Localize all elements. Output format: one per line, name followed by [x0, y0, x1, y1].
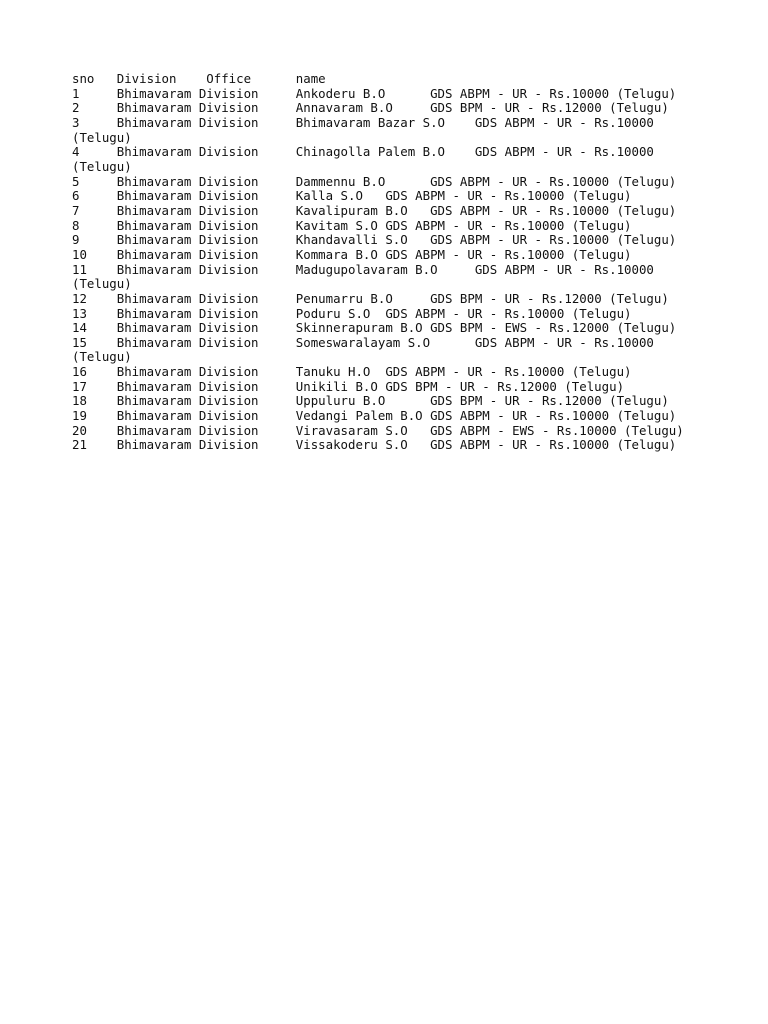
- row-office: Kommara B.O: [295, 246, 378, 262]
- row-post: GDS ABPM - UR - Rs.10000 (Telugu): [430, 173, 677, 189]
- row-office: Madugupolavaram B.O: [295, 261, 438, 277]
- table-row: [72, 424, 696, 439]
- table-row: [72, 233, 696, 248]
- row-post: GDS ABPM - UR - Rs.10000 (Telugu): [72, 114, 662, 145]
- table-row: [72, 394, 696, 409]
- row-sno: 21: [72, 437, 87, 453]
- row-sno: 13: [72, 305, 87, 321]
- row-office: Vedangi Palem B.O: [295, 408, 423, 424]
- row-division: Bhimavaram Division: [116, 217, 259, 233]
- row-post: GDS ABPM - UR - Rs.10000 (Telugu): [385, 246, 632, 262]
- row-post: GDS BPM - UR - Rs.12000 (Telugu): [385, 378, 625, 394]
- row-sno: 17: [72, 378, 87, 394]
- row-post: GDS ABPM - UR - Rs.10000 (Telugu): [385, 364, 632, 380]
- row-division: Bhimavaram Division: [116, 261, 259, 277]
- table-row: [72, 101, 696, 116]
- table-row: [72, 175, 696, 190]
- row-post: GDS BPM - UR - Rs.12000 (Telugu): [430, 393, 669, 409]
- table-row: [72, 321, 696, 336]
- row-division: Bhimavaram Division: [116, 100, 259, 116]
- row-sno: 10: [72, 246, 87, 262]
- row-sno: 16: [72, 364, 87, 380]
- row-post: GDS ABPM - UR - Rs.10000 (Telugu): [430, 85, 677, 101]
- row-sno: 5: [72, 173, 80, 189]
- table-row: [72, 380, 696, 395]
- row-sno: 15: [72, 334, 87, 350]
- row-sno: 19: [72, 408, 87, 424]
- table-row: [72, 145, 696, 174]
- table-row: [72, 116, 696, 145]
- row-office: Kavitam S.O: [295, 217, 378, 233]
- row-office: Annavaram B.O: [295, 100, 393, 116]
- table-row: [72, 87, 696, 102]
- row-sno: 6: [72, 188, 80, 204]
- row-division: Bhimavaram Division: [116, 364, 259, 380]
- table-row: [72, 263, 696, 292]
- header-sno: sno: [72, 71, 95, 86]
- row-division: Bhimavaram Division: [116, 334, 259, 350]
- row-post: GDS ABPM - UR - Rs.10000 (Telugu): [72, 261, 662, 292]
- row-division: Bhimavaram Division: [116, 85, 259, 101]
- row-sno: 3: [72, 114, 80, 130]
- row-post: GDS ABPM - UR - Rs.10000 (Telugu): [385, 188, 632, 204]
- row-sno: 1: [72, 85, 80, 101]
- row-sno: 8: [72, 217, 80, 233]
- row-division: Bhimavaram Division: [116, 290, 259, 306]
- row-office: Chinagolla Palem B.O: [295, 144, 445, 160]
- row-sno: 20: [72, 422, 87, 438]
- row-office: Kalla S.O: [295, 188, 363, 204]
- row-division: Bhimavaram Division: [116, 378, 259, 394]
- row-sno: 9: [72, 232, 80, 248]
- row-office: Tanuku H.O: [295, 364, 371, 380]
- row-sno: 2: [72, 100, 80, 116]
- row-post: GDS ABPM - UR - Rs.10000 (Telugu): [72, 144, 662, 174]
- row-office: Dammennu B.O: [295, 173, 386, 189]
- table-row: [72, 409, 696, 424]
- row-post: GDS ABPM - UR - Rs.10000 (Telugu): [430, 408, 677, 424]
- row-post: GDS ABPM - UR - Rs.10000 (Telugu): [385, 217, 632, 233]
- row-office: Unikili B.O: [295, 378, 378, 394]
- row-office: Bhimavaram Bazar S.O: [295, 114, 445, 130]
- row-post: GDS BPM - EWS - Rs.12000 (Telugu): [430, 320, 677, 336]
- row-division: Bhimavaram Division: [116, 437, 259, 453]
- row-post: GDS ABPM - UR - Rs.10000 (Telugu): [430, 232, 677, 248]
- table-row: [72, 189, 696, 204]
- row-sno: 14: [72, 320, 87, 336]
- row-division: Bhimavaram Division: [116, 188, 259, 204]
- table-row: [72, 204, 696, 219]
- row-office: Kavalipuram B.O: [295, 202, 408, 218]
- row-office: Poduru S.O: [295, 305, 371, 321]
- row-office: Khandavalli S.O: [295, 232, 408, 248]
- row-division: Bhimavaram Division: [116, 320, 259, 336]
- row-division: Bhimavaram Division: [116, 202, 259, 218]
- row-division: Bhimavaram Division: [116, 305, 259, 321]
- row-office: Someswaralayam S.O: [295, 334, 431, 350]
- row-post: GDS BPM - UR - Rs.12000 (Telugu): [430, 100, 669, 116]
- row-sno: 11: [72, 261, 87, 277]
- row-division: Bhimavaram Division: [116, 173, 259, 189]
- row-post: GDS ABPM - UR - Rs.10000 (Telugu): [430, 437, 677, 453]
- row-post: GDS ABPM - UR - Rs.10000 (Telugu): [72, 334, 662, 365]
- row-sno: 12: [72, 290, 87, 306]
- row-sno: 4: [72, 144, 80, 160]
- row-office: Viravasaram S.O: [295, 422, 408, 438]
- table-row: [72, 248, 696, 263]
- header-office: Office: [206, 71, 252, 86]
- row-division: Bhimavaram Division: [116, 393, 259, 409]
- row-division: Bhimavaram Division: [116, 232, 259, 248]
- row-sno: 18: [72, 393, 87, 409]
- table-row: [72, 365, 696, 380]
- row-office: Vissakoderu S.O: [295, 437, 408, 453]
- table-row: [72, 292, 696, 307]
- header-row: [72, 72, 696, 87]
- table-row: [72, 219, 696, 234]
- row-post: GDS ABPM - UR - Rs.10000 (Telugu): [385, 305, 632, 321]
- document-text: [72, 72, 696, 453]
- header-division: Division: [116, 71, 177, 86]
- row-division: Bhimavaram Division: [116, 422, 259, 438]
- row-office: Uppuluru B.O: [295, 393, 386, 409]
- row-office: Skinnerapuram B.O: [295, 320, 423, 336]
- row-division: Bhimavaram Division: [116, 144, 259, 160]
- row-office: Penumarru B.O: [295, 290, 393, 306]
- row-post: GDS ABPM - UR - Rs.10000 (Telugu): [430, 202, 677, 218]
- table-row: [72, 438, 696, 453]
- row-post: GDS BPM - UR - Rs.12000 (Telugu): [430, 290, 669, 306]
- row-sno: 7: [72, 202, 80, 218]
- row-division: Bhimavaram Division: [116, 408, 259, 424]
- row-post: GDS ABPM - EWS - Rs.10000 (Telugu): [430, 422, 684, 438]
- row-office: Ankoderu B.O: [295, 85, 386, 101]
- table-row: [72, 336, 696, 365]
- header-name: name: [295, 71, 326, 86]
- table-row: [72, 307, 696, 322]
- row-division: Bhimavaram Division: [116, 114, 259, 130]
- row-division: Bhimavaram Division: [116, 246, 259, 262]
